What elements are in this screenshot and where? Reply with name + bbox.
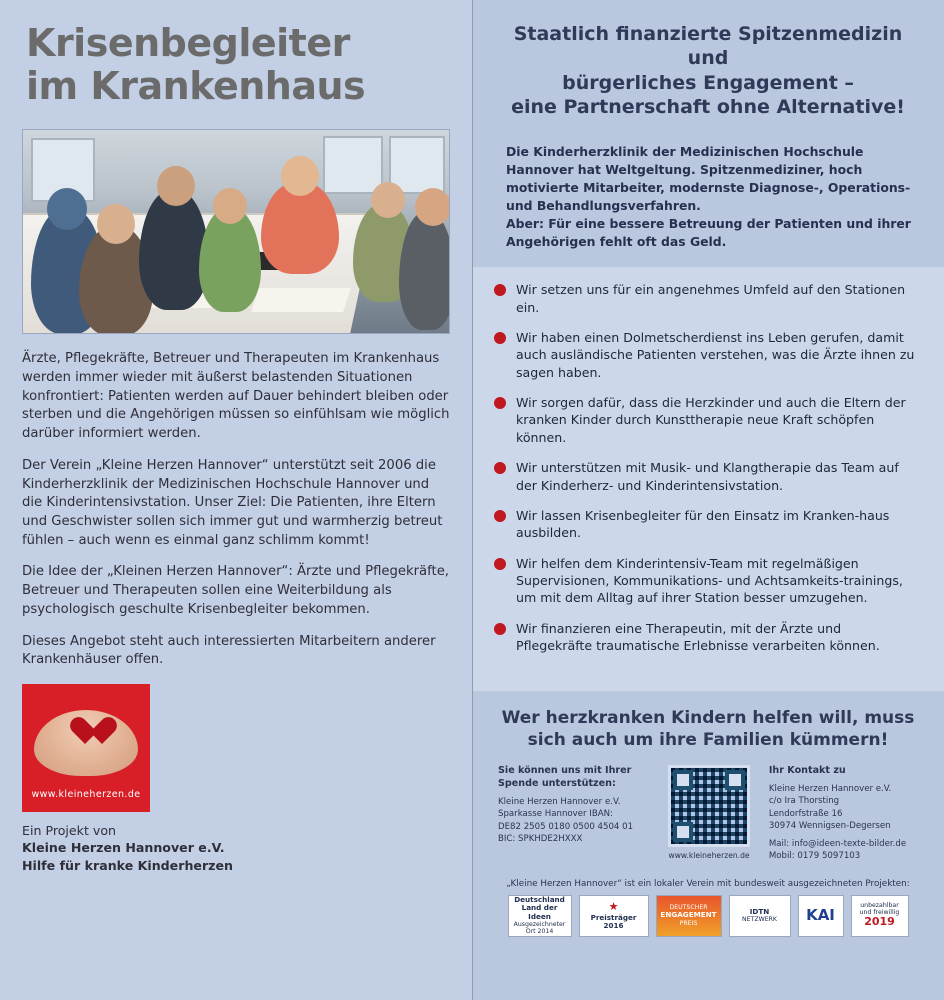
left-body-text [22,350,450,670]
intro-part-1: Die Kinderherzklinik der Medizinischen Hochschule Hannover hat Weltgeltung. Spitzenmediziner, hoch motivierte Mitarbeiter, modernste Diagnose-, Operations- und Behandlungsverfahren. [506,144,911,214]
award-line-2: KAI [806,905,835,924]
award-dtn-netzwerk [729,895,791,937]
bullet-text: Wir helfen dem Kinderintensiv-Team mit regelmäßigen Supervisionen, Kommunikations- und Achtsamkeits-trainings, um mit dem Alltag auf ihrer Station besser umzugehen. [516,555,903,606]
left-paragraph-3: Die Idee der „Kleinen Herzen Hannover“: Ärzte und Pflegekräfte, Betreuer und Therapeuten sollen eine Weiterbildung als psychologisch geschulte Krisenbegleiter bekommen. [22,564,450,617]
award-line-2: Land der Ideen [521,903,558,921]
awards-row [492,895,924,937]
award-unbezahlbar-und-freiwillig [851,895,909,937]
bullet-dot-icon [494,462,506,474]
intro-part-2: Aber: Für eine bessere Betreuung der Patienten und ihrer Angehörigen fehlt oft das Geld. [506,216,911,250]
contact-mobile: Mobil: 0179 5097103 [768,851,861,862]
photo-person-3-head [157,166,195,206]
qr-caption: www.kleineherzen.de [668,851,750,861]
list-item [494,620,918,655]
qr-finder-top-left [673,770,693,790]
cta-line-1: Wer herzkranken Kindern helfen will, muss [501,708,915,729]
right-column [472,0,944,1000]
bullet-dot-icon [494,623,506,635]
meeting-photo [22,129,450,334]
bullet-dot-icon [494,510,506,522]
contact-mail[interactable]: Mail: info@ideen-texte-bilder.de [768,839,907,850]
list-item [494,394,918,446]
headline-line-3: eine Partnerschaft ohne Alternative! [511,95,905,118]
contact-details [769,783,922,862]
bullet-list [472,267,944,691]
kleine-herzen-logo [22,684,150,812]
qr-block [659,765,759,862]
contact-label: Ihr Kontakt zu [768,765,846,777]
page-title [26,22,450,107]
award-line-3: Preisträger 2016 [590,912,637,930]
right-headline [472,0,944,129]
photo-window-center [323,136,383,194]
award-line-3: PREIS [679,919,698,927]
list-item [494,459,918,494]
donation-line-2: Sparkasse Hannover IBAN: [498,809,613,820]
award-mark: ★ [608,899,619,913]
footer-line-1: Ein Projekt von [22,823,117,839]
footer-line-3: Hilfe für kranke Kinderherzen [22,857,233,873]
award-line-1: Deutschland [514,894,565,904]
qr-finder-top-right [725,770,745,790]
award-line-1: DEUTSCHER [669,904,708,912]
left-paragraph-2: Der Verein „Kleine Herzen Hannover“ unterstützt seit 2006 die Kinderherzklinik der Medizinischen Hochschule Hannover und die Kinderintensivstation. Unser Ziel: Die Patienten, ihre Eltern und Geschwister sollen sich immer gut und warmherzig betreut fühlen – auch wenn es einmal ganz schlimm kommt! [22,457,443,548]
bullet-dot-icon [494,284,506,296]
donation-details [498,796,649,845]
contact-org: Kleine Herzen Hannover e.V. [768,784,892,795]
bullet-text: Wir unterstützen mit Musik- und Klangtherapie das Team auf der Kinderherz- und Kinderintensivstation. [516,460,899,493]
donation-label [498,765,649,791]
contact-block [769,765,922,862]
bullet-dot-icon [494,332,506,344]
left-footer [22,822,450,874]
list-item [494,507,918,542]
column-divider [472,0,473,1000]
call-to-action [472,691,944,763]
photo-person-4-head [213,188,247,224]
award-preistraeger-2016 [579,895,649,937]
footer-line-2: Kleine Herzen Hannover e.V. [22,840,225,856]
award-line-2: und freiwillig [859,909,900,917]
bullet-text: Wir finanzieren eine Therapeutin, mit der Ärzte und Pflegekräfte traumatische Erlebnisse verarbeiten können. [516,620,880,654]
contact-city: 30974 Wennigsen-Degersen [768,820,891,831]
photo-person-7-head [415,188,450,226]
donation-bic: BIC: SPKHDE2HXXX [498,833,583,844]
headline-line-1: Staatlich finanzierte Spitzenmedizin und [513,23,903,70]
left-paragraph-4: Dieses Angebot steht auch interessierten Mitarbeitern anderer Krankenhäuser offen. [22,633,436,668]
photo-person-7 [399,212,450,330]
award-line-3: NETZWERK [742,916,777,924]
award-deutschland-land-der-ideen [508,895,572,937]
cta-line-2: sich auch um ihre Familien kümmern! [527,730,889,751]
page-title-line-2: im Krankenhaus [26,63,366,108]
bullet-text: Wir setzen uns für ein angenehmes Umfeld auf den Stationen ein. [516,282,906,315]
headline-line-2: bürgerliches Engagement – [562,71,854,94]
donation-label-line-1: Sie können uns mit Ihrer [498,765,632,777]
photo-person-1-head [47,188,87,230]
awards-tagline: „Kleine Herzen Hannover“ ist ein lokaler Verein mit bundesweit ausgezeichneten Projekten: [506,878,910,889]
heart-icon [70,718,102,750]
intro-text [506,143,914,251]
page-title-line-1: Krisenbegleiter [26,21,350,65]
photo-person-2-head [97,204,135,244]
donation-label-line-2: Spende unterstützen: [498,778,616,790]
award-kai [798,895,844,937]
award-line-2: ENGAGEMENT [660,910,717,920]
qr-finder-bottom-left [673,822,693,842]
list-item [494,329,918,381]
qr-code-icon[interactable] [668,765,750,847]
bullet-text: Wir sorgen dafür, dass die Herzkinder und auch die Eltern der kranken Kinder durch Kunsttherapie neue Kraft schöpfen können. [516,395,906,445]
contact-section [472,763,944,862]
contact-street: Lendorfstraße 16 [768,808,843,819]
list-item [494,281,918,316]
donation-line-1: Kleine Herzen Hannover e.V. [498,797,621,808]
donation-iban: DE82 2505 0180 0500 4504 01 [498,821,634,832]
donation-block [498,765,649,862]
photo-person-5-head [281,156,319,196]
award-line-3: Ausgezeichneter Ort 2014 [513,920,566,935]
bullet-text: Wir haben einen Dolmetscherdienst ins Leben gerufen, damit auch ausländische Patienten verstehen, was die Ärzte ihnen zu sagen haben. [516,329,915,380]
award-line-3: 2019 [864,915,895,929]
bullet-dot-icon [494,558,506,570]
award-line-2: IDTN [749,906,770,916]
bullet-text: Wir lassen Krisenbegleiter für den Einsatz im Kranken-haus ausbilden. [516,507,890,541]
award-deutscher-engagementpreis [656,895,722,937]
photo-paper-2 [251,288,351,312]
bullet-dot-icon [494,397,506,409]
contact-person: c/o Ira Thorsting [768,796,840,807]
award-line-1: unbezahlbar [860,902,899,910]
photo-person-6-head [371,182,405,218]
left-paragraph-1: Ärzte, Pflegekräfte, Betreuer und Therapeuten im Krankenhaus werden immer wieder mit äußerst belastenden Situationen konfrontiert: Patienten werden auf Dauer behindert bleiben oder sterben und die Angehörigen müssen so einfühlsam wie möglich darüber informiert werden. [22,351,450,442]
logo-url-label: www.kleineherzen.de [31,789,141,801]
photo-person-3 [139,190,209,310]
list-item [494,555,918,607]
